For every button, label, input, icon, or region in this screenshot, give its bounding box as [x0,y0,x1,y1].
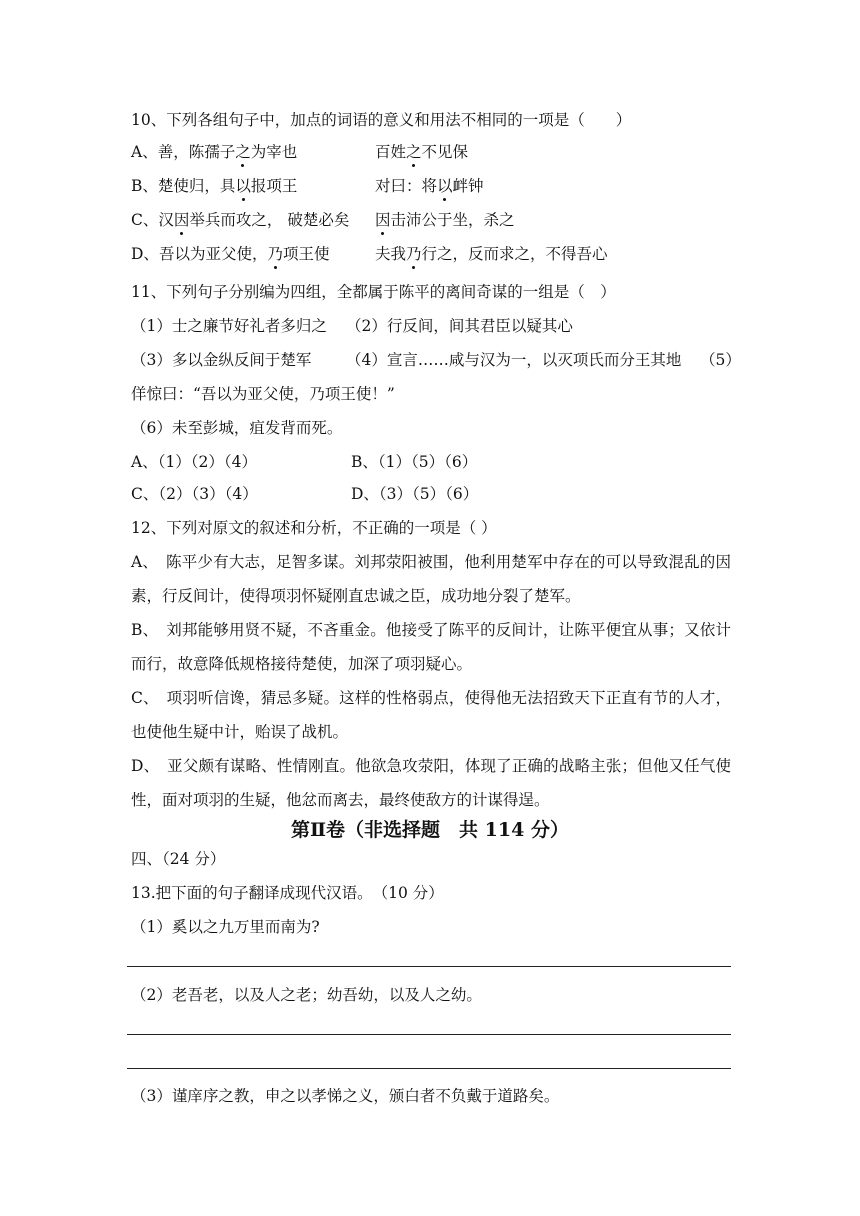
q11-item-3: （3）多以金纵反间于楚军 [131,351,312,369]
q11-option-a: A、（1）（2）（4） [131,453,258,471]
q10-b-left: B、楚使归，具以报项王 [131,177,298,195]
answer-line [127,1068,731,1069]
emphasis-dot-word: 之 [406,143,422,161]
emphasis-dot-word: 因 [375,211,391,229]
q11-item-6: （6）未至彭城，疽发背而死。 [131,419,343,437]
q10-stem: 10、下列各组句子中，加点的词语的意义和用法不相同的一项是（ ） [131,111,632,129]
emphasis-dot-word: 以 [437,177,453,195]
q12-option-c: C、 项羽听信谗，猜忌多疑。这样的性格弱点，使得他无法招致天下正直有节的人才，也使他生疑中计，贻误了战机。 [131,689,731,741]
emphasis-dot-word: 之 [235,143,251,161]
q11-item-1: （1）士之廉节好礼者多归之 [131,317,327,335]
q10-d-left: D、吾以为亚父使，乃项王使 [131,245,330,263]
q11-option-d: D、（3）（5）（6） [351,485,479,503]
q12-stem: 12、下列对原文的叙述和分析，不正确的一项是（ ） [131,519,497,537]
q13-stem: 13.把下面的句子翻译成现代汉语。 （10 分） [131,884,444,902]
q10-d-right: 夫我乃行之，反而求之，不得吾心 [375,245,608,263]
section-4-heading: 四、（24 分） [131,850,226,868]
q11-item-2: （2）行反间，间其君臣以疑其心 [346,317,573,335]
emphasis-dot-word: 乃 [406,245,422,263]
q10-a-left: A、善，陈孺子之为宰也 [131,143,298,161]
q11-item-5-number: （5） [700,351,741,369]
emphasis-dot-word: 因 [173,211,190,229]
q13-sentence-1: （1）奚以之九万里而南为? [131,918,320,936]
q11-option-b: B、（1）（5）（6） [351,453,478,471]
q12-option-b: B、 刘邦能够用贤不疑，不吝重金。他接受了陈平的反间计，让陈平便宜从事；又依计而行，故意降低规格接待楚使，加深了项羽疑心。 [131,621,731,673]
part-2-title: 第Ⅱ卷（非选择题 共 114 分） [291,819,569,841]
answer-line [127,966,731,967]
q10-c-left: C、汉因举兵而攻之， 破楚必矣 [131,211,350,229]
q10-b-right: 对曰：将以衅钟 [375,177,484,195]
q13-sentence-3: （3）谨庠序之教，申之以孝悌之义，颁白者不负戴于道路矣。 [131,1087,560,1105]
q11-item-5-text: 佯惊曰：“吾以为亚父使，乃项王使！” [131,385,395,403]
q11-option-c: C、（2）（3）（4） [131,485,258,503]
q12-option-a: A、 陈平少有大志，足智多谋。刘邦荥阳被围，他利用楚军中存在的可以导致混乱的因素，行反间计，使得项羽怀疑刚直忠诚之臣，成功地分裂了楚军。 [131,553,731,605]
q10-a-right: 百姓之不见保 [375,143,469,161]
emphasis-dot-word: 以 [235,177,251,195]
q12-option-d: D、 亚父颇有谋略、性情刚直。他欲急攻荥阳，体现了正确的战略主张；但他又任气使性，面对项羽的生疑，他忿而离去，最终使敌方的计谋得逞。 [131,757,731,809]
q11-stem: 11、下列句子分别编为四组，全都属于陈平的离间奇谋的一组是（ ） [131,283,616,301]
answer-line [127,1034,731,1035]
q10-c-right: 因击沛公于坐，杀之 [375,211,515,229]
emphasis-dot-word: 乃 [267,245,283,263]
q13-sentence-2: （2）老吾老，以及人之老；幼吾幼，以及人之幼。 [131,986,482,1004]
q11-item-4: （4）宣言……咸与汉为一，以灭项氏而分王其地 [346,351,682,369]
